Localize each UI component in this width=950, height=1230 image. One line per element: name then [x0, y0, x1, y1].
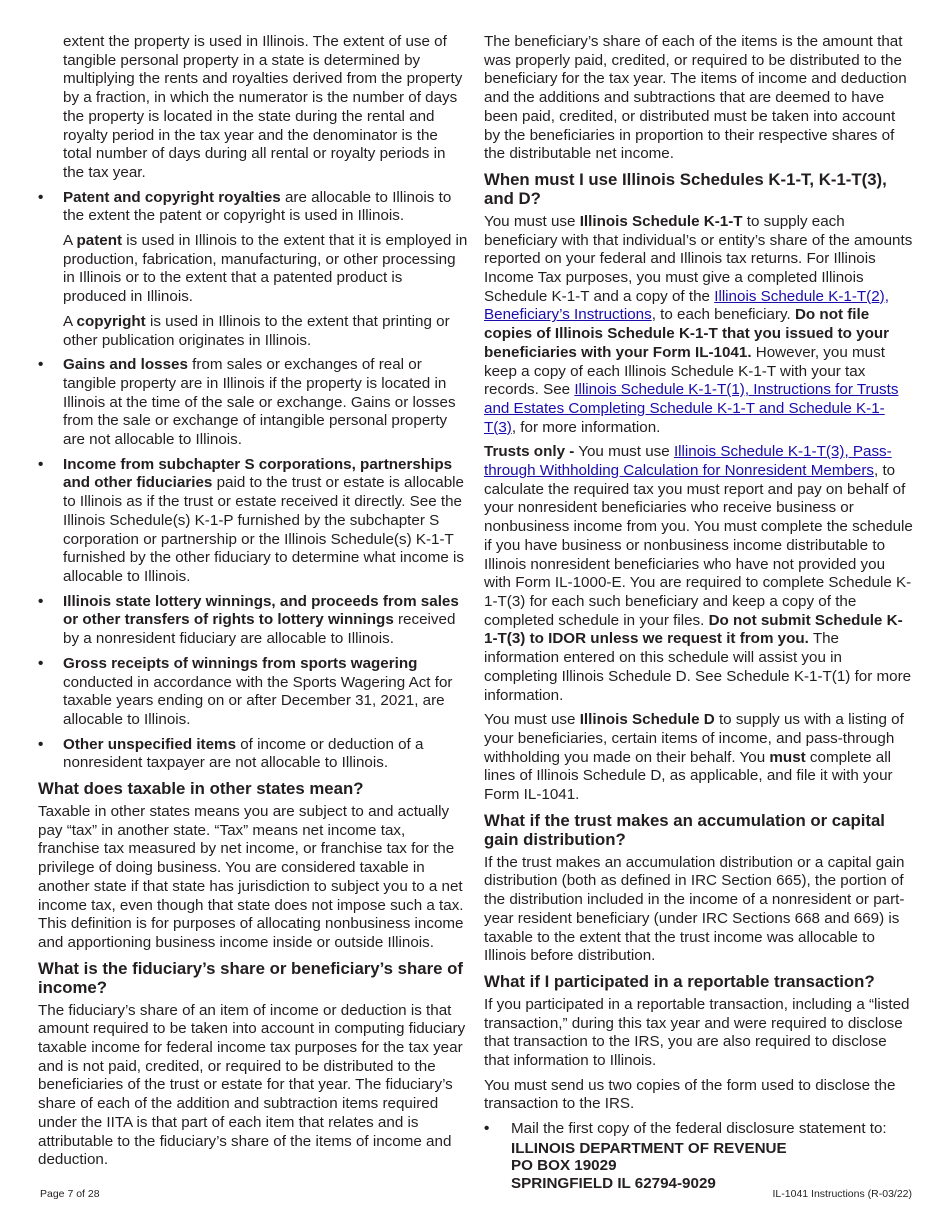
bullet-heading: Gross receipts of winnings from sports wagering — [63, 654, 418, 672]
footer-page-number: Page 7 of 28 — [40, 1188, 100, 1200]
paragraph-trusts-only: Trusts only - You must use Illinois Schedule K-1-T(3), Pass-through Withholding Calculation for Nonresident Members, to calculate the required tax you must report and pay on behalf of your nonresident beneficiaries who receive business or nonbusiness income from you. You must complete the schedule if you have business or nonbusiness income distributable to Illinois nonresident beneficiaries who have not provided you with Form IL-1000-E. You are required to complete Schedule K-1-T(3) for each such beneficiary and keep a copy of the completed schedule in your files. Do not submit Schedule K-1-T(3) to IDOR unless we request it from you. The information entered on this schedule will assist you in completing Illinois Schedule D. See Schedule K-1-T(1) for more information. — [484, 443, 913, 704]
bullet-lottery: • Illinois state lottery winnings, and proceeds from sales or other transfers of rights to lottery winnings received by a nonresident fiduciary are allocable to Illinois. — [38, 592, 459, 648]
heading-fiduciary-share: What is the fiduciary’s share or beneficiary’s share of income? — [38, 958, 463, 997]
link-schedule-k1t3[interactable]: Illinois Schedule K-1-T(3), Pass-through Withholding Calculation for Nonresident Members — [484, 443, 892, 480]
paragraph-fiduciary-share: The fiduciary’s share of an item of income or deduction is that amount required to be taken into account in computing fiduciary taxable income for federal income tax purposes for the tax year and is not paid, credited, or required to be distributed to the beneficiaries of the trust or estate for that year. The fiduciary’s share of each of the addition and subtraction items required under the IITA is that part of each item that relates and is attributable to the fiduciary’s share of the items of income and deduction. — [38, 1001, 466, 1169]
right-column — [484, 33, 914, 1198]
bullet-sports-wagering: • Gross receipts of winnings from sports wagering conducted in accordance with the Sports Wagering Act for taxable years ending on or after December 31, 2021, are allocable to Illinois. — [38, 654, 453, 728]
bullet-heading: Income from subchapter S corporations, partnerships and other fiduciaries — [63, 455, 453, 492]
paragraph-schedule-k1t: You must use Illinois Schedule K-1-T to supply each beneficiary with that individual’s or entity’s share of the amounts reported on your federal and Illinois tax returns. For Illinois Income Tax purposes, you must give a completed Illinois Schedule K-1-T and a copy of the Illinois Schedule K-1-T(2), Beneficiary’s Instructions, to each beneficiary. Do not file copies of Illinois Schedule K-1-T that you issued to your beneficiaries with your Form IL-1041. However, you must keep a copy of each Illinois Schedule K-1-T with your tax records. See Illinois Schedule K-1-T(1), Instructions for Trusts and Estates Completing Schedule K-1-T and Schedule K-1-T(3), for more information. — [484, 212, 913, 436]
paragraph-accumulation-distribution: If the trust makes an accumulation distribution or a capital gain distribution (both as defined in IRC Section 665), the portion of the distribution included in the income of a nonresident or part-year resident beneficiary (under IRC Sections 668 and 669) is taxable to the extent that the trust income was allocable to Illinois before distribution. — [484, 853, 905, 965]
bullet-icon: • — [484, 1120, 490, 1138]
link-schedule-k1t2[interactable]: Illinois Schedule K-1-T(2), Beneficiary’s Instructions — [484, 287, 889, 324]
bullet-mail-first-copy: • Mail the first copy of the federal disclosure statement to: ILLINOIS DEPARTMENT OF REVENUE PO BOX 19029 SPRINGFIELD IL 62794-9029 — [484, 1120, 914, 1192]
paragraph-send-copies: You must send us two copies of the form used to disclose the transaction to the IRS. — [484, 1076, 896, 1113]
address-line: ILLINOIS DEPARTMENT OF REVENUE — [511, 1139, 787, 1157]
heading-taxable-other-states: What does taxable in other states mean? — [38, 779, 364, 799]
bullet-icon: • — [38, 188, 44, 206]
address-line: SPRINGFIELD IL 62794-9029 — [511, 1174, 716, 1192]
paragraph-rental-property: extent the property is used in Illinois. The extent of use of tangible personal property in a state is determined by multiplying the rents and royalties derived from the property by a fraction, in which the numerator is the number of days the property is located in the state during the rental and royalty period in the tax year and the denominator is the total number of days during all rental or royalty periods in the tax year. — [63, 33, 463, 181]
bullet-other-items: • Other unspecified items of income or deduction of a nonresident taxpayer are not allocable to Illinois. — [38, 735, 424, 772]
paragraph-schedule-d: You must use Illinois Schedule D to supply us with a listing of your beneficiaries, certain items of income, and pass-through withholding you made on their behalf. You must complete all lines of Illinois Schedule D, as applicable, and file it with your Form IL-1041. — [484, 711, 904, 804]
footer-form-id: IL-1041 Instructions (R-03/22) — [772, 1188, 912, 1200]
bullet-heading: Gains and losses — [63, 356, 188, 374]
left-column — [38, 33, 468, 1176]
bullet-heading: Patent and copyright royalties — [63, 188, 281, 206]
heading-when-use-schedules: When must I use Illinois Schedules K-1-T, K-1-T(3), and D? — [484, 169, 887, 208]
bullet-patent-royalties: • Patent and copyright royalties are allocable to Illinois to the extent the patent or copyright is used in Illinois. A patent is used in Illinois to the extent that it is employed in production, fabrication, manufacturing, or other processing in Illinois or to the extent that a patented product is produced in Illinois. A copyright is used in Illinois to the extent that printing or other publication originates in Illinois. — [38, 188, 468, 349]
link-schedule-k1t1[interactable]: Illinois Schedule K-1-T(1), Instructions for Trusts and Estates Completing Schedule K-1-T and Schedule K-1-T(3) — [484, 381, 899, 436]
bullet-icon: • — [38, 592, 44, 610]
heading-accumulation-distribution: What if the trust makes an accumulation or capital gain distribution? — [484, 810, 885, 849]
bullet-gains-losses: • Gains and losses from sales or exchanges of real or tangible property are in Illinois if the property is located in Illinois at the time of the sale or exchange. Gains or losses from the sale or exchange of intangible personal property are not allocable to Illinois. — [38, 356, 456, 449]
paragraph-reportable-transaction: If you participated in a reportable transaction, including a “listed transaction,” during this tax year and were required to disclose that transaction to the IRS, you are also required to disclose that information to Illinois. — [484, 995, 910, 1070]
paragraph-beneficiary-share: The beneficiary’s share of each of the items is the amount that was properly paid, credited, or required to be distributed to the beneficiary for the tax year. The items of income and deduction and the additions and subtractions that are deemed to have been paid, credited, or distributed must be taken into account by the beneficiaries in proportion to their respective shares of the distributable net income. — [484, 33, 907, 163]
bullet-icon: • — [38, 356, 44, 374]
bullet-heading: Illinois state lottery winnings, and proceeds from sales or other transfers of rights to lottery winnings — [63, 592, 459, 629]
heading-reportable-transaction: What if I participated in a reportable transaction? — [484, 971, 875, 991]
paragraph-taxable-other-states: Taxable in other states means you are subject to and actually pay “tax” in another state. “Tax” means net income tax, franchise tax measured by net income, or franchise tax for the privilege of doing business. You are considered taxable in another state if that state has jurisdiction to subject you to a net income tax, even though that state does not impose such a tax. This definition is for purposes of allocating nonbusiness income and apportioning business income inside or outside Illinois. — [38, 803, 464, 951]
bullet-subchapter-s: • Income from subchapter S corporations, partnerships and other fiduciaries paid to the trust or estate is allocable to Illinois as if the trust or estate received it directly. See the Illinois Schedule(s) K-1-P furnished by the subchapter S corporation or partnership or the Illinois Schedule(s) K-1-T furnished by the other fiduciary to determine what income is allocable to Illinois. — [38, 455, 464, 585]
bullet-icon: • — [38, 455, 44, 473]
bullet-icon: • — [38, 735, 44, 753]
paragraph-patent: A patent is used in Illinois to the extent that it is employed in production, fabrication, manufacturing, or other processing in Illinois or to the extent that a patented product is produced in Illinois. — [63, 232, 468, 306]
address-line: PO BOX 19029 — [511, 1157, 617, 1175]
bullet-icon: • — [38, 654, 44, 672]
bullet-heading: Other unspecified items — [63, 735, 237, 753]
paragraph-copyright: A copyright is used in Illinois to the extent that printing or other publication originates in Illinois. — [63, 312, 450, 349]
mailing-address — [511, 1140, 914, 1193]
